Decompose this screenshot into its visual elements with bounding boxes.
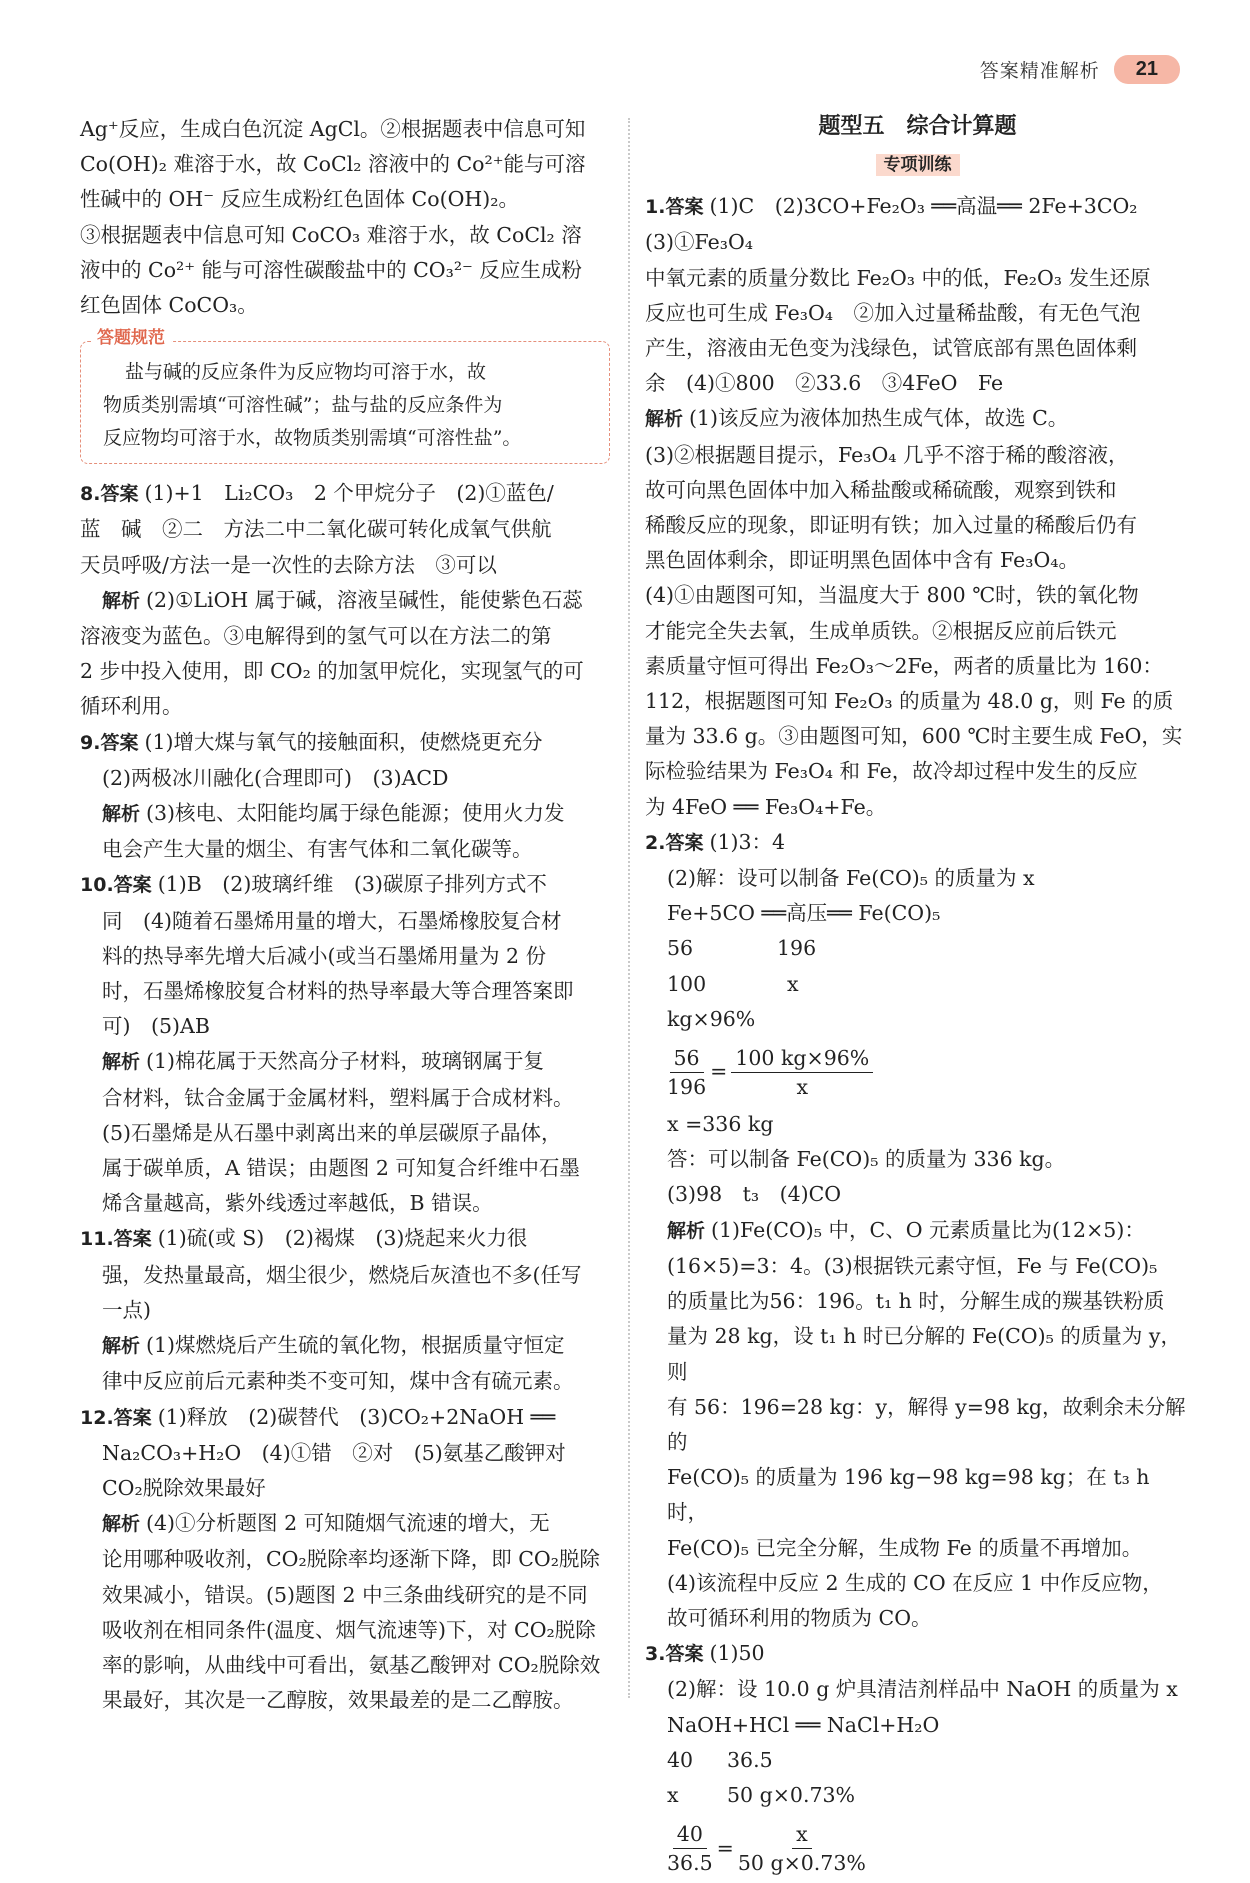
question-3 [645, 1636, 1190, 1883]
fraction-denominator: 36.5 [667, 1850, 713, 1875]
conclusion: 答：可以制备 Fe(CO)₅ 的质量为 336 kg。 [667, 1147, 1066, 1172]
ratio-value: 196 [777, 936, 817, 961]
text-line: (1)释放 (2)碳替代 (3)CO₂+2NaOH ══ [157, 1404, 556, 1429]
question-9 [80, 725, 610, 868]
text-line: 余 (4)①800 ②33.6 ③4FeO Fe [645, 371, 1004, 396]
text-line: 电会产生大量的烟尘、有害气体和二氧化碳等。 [102, 837, 533, 862]
text-line: 产生，溶液由无色变为浅绿色，试管底部有黑色固体剩 [645, 336, 1137, 361]
text-line: (1)C (2)3CO+Fe₂O₃ ══高温══ 2Fe+3CO₂ (3)①Fe₃O₄ [645, 194, 1159, 255]
ratio-row [645, 931, 1190, 966]
text-line: (1)增大煤与氧气的接触面积，使燃烧更充分 [144, 729, 543, 754]
text-line: 物质类别需填“可溶性碱”；盐与盐的反应条件为 [103, 394, 503, 417]
answer-label: 答案 [665, 1643, 704, 1666]
equals-sign: = [716, 1835, 734, 1860]
text-line: (2)两极冰川融化(合理即可) (3)ACD [102, 765, 449, 790]
text-line: (1)+1 Li₂CO₃ 2 个甲烷分子 (2)①蓝色/ [144, 481, 554, 506]
question-number: 11. [80, 1228, 114, 1251]
known-value: 100 kg×96% [667, 971, 756, 1031]
proportion [645, 1037, 1190, 1107]
text-line: 同 (4)随着石墨烯用量的增大，石墨烯橡胶复合材 [102, 908, 562, 933]
text-line: 吸收剂在相同条件(温度、烟气流速等)下，对 CO₂脱除 [102, 1617, 596, 1642]
analysis-label: 解析 [102, 1335, 141, 1358]
question-8 [80, 476, 610, 724]
question-number: 1. [645, 196, 666, 219]
analysis-label: 解析 [102, 589, 141, 612]
answer-norm-title: 答题规范 [91, 328, 171, 348]
text-line: 故可循环利用的物质为 CO。 [667, 1605, 932, 1630]
analysis-label: 解析 [102, 803, 141, 826]
known-value: x [667, 1782, 679, 1807]
text-line: 稀酸反应的现象，即证明有铁；加入过量的稀酸后仍有 [645, 513, 1137, 538]
text-line: (4)该流程中反应 2 生成的 CO 在反应 1 中作反应物， [667, 1570, 1163, 1595]
intro-paragraph [80, 112, 610, 323]
result: x =336 kg [667, 1112, 774, 1137]
fraction [731, 1044, 873, 1101]
text-line: 为 4FeO ══ Fe₃O₄+Fe。 [645, 794, 887, 819]
question-10 [80, 867, 610, 1221]
text-line: (3)②根据题目提示，Fe₃O₄ 几乎不溶于稀的酸溶液， [645, 442, 1129, 467]
ratio-value: 40 [667, 1747, 694, 1772]
fraction-denominator: 196 [667, 1074, 707, 1099]
text-line: 合材料，钛合金属于金属材料，塑料属于合成材料。 [102, 1085, 574, 1110]
text-line: 黑色固体剩余，即证明黑色固体中含有 Fe₃O₄。 [645, 548, 1079, 573]
text-line: 红色固体 CoCO₃。 [80, 293, 258, 318]
fraction [667, 1820, 713, 1877]
text-line: 素质量守恒可得出 Fe₂O₃～2Fe，两者的质量比为 160： [645, 653, 1163, 678]
text-line: 性碱中的 OH⁻ 反应生成粉红色固体 Co(OH)₂。 [80, 187, 519, 212]
text-line: CO₂脱除效果最好 [102, 1475, 266, 1500]
fraction-denominator: x [796, 1074, 809, 1099]
answer-label: 答案 [113, 874, 152, 897]
question-2 [645, 825, 1190, 1636]
fraction [738, 1820, 866, 1877]
text-line: 论用哪种吸收剂，CO₂脱除率均逐渐下降，即 CO₂脱除 [102, 1547, 600, 1572]
equals-sign: = [710, 1059, 728, 1084]
question-11 [80, 1221, 610, 1399]
text-line: 属于碳单质，A 错误；由题图 2 可知复合纤维中石墨 [102, 1156, 580, 1181]
question-12 [80, 1400, 610, 1719]
text-line: 反应物均可溶于水，故物质类别需填“可溶性盐”。 [103, 427, 522, 450]
answer-label: 答案 [100, 731, 139, 754]
equation: NaOH+HCl ══ NaCl+H₂O [667, 1712, 940, 1737]
page-header [980, 55, 1180, 84]
text-line: (1)Fe(CO)₅ 中，C、O 元素质量比为(12×5)： [711, 1217, 1145, 1242]
page-number-badge: 21 [1114, 55, 1180, 84]
text-line: (2)解：设可以制备 Fe(CO)₅ 的质量为 x [667, 866, 1035, 891]
text-line: 112，根据题图可知 Fe₂O₃ 的质量为 48.0 g，则 Fe 的质 [645, 689, 1174, 714]
text-line: 量为 28 kg，设 t₁ h 时已分解的 Fe(CO)₅ 的质量为 y，则 [667, 1324, 1181, 1384]
known-row [645, 967, 1190, 1037]
text-line: 循环利用。 [80, 694, 183, 719]
answer-label: 答案 [100, 483, 139, 506]
text-line: (3)核电、太阳能均属于绿色能源；使用火力发 [146, 801, 565, 826]
text-line: 可) (5)AB [102, 1014, 210, 1039]
text-line: 的质量比为56：196。t₁ h 时，分解生成的羰基铁粉质 [667, 1289, 1165, 1314]
text-line: 际检验结果为 Fe₃O₄ 和 Fe，故冷却过程中发生的反应 [645, 759, 1138, 784]
text-line: (1)3：4 [709, 829, 786, 854]
text-line: (1)硫(或 S) (2)褐煤 (3)烧起来火力很 [157, 1226, 528, 1251]
question-number: 10. [80, 874, 114, 897]
text-line: Fe(CO)₅ 的质量为 196 kg−98 kg=98 kg；在 t₃ h 时， [667, 1465, 1150, 1525]
text-line: 律中反应前后元素种类不变可知，煤中含有硫元素。 [102, 1369, 574, 1394]
text-line: 蓝 碱 ②二 方法二中二氧化碳可转化成氧气供航 [80, 517, 552, 542]
analysis-label: 解析 [645, 408, 684, 431]
text-line: Na₂CO₃+H₂O (4)①错 ②对 (5)氨基乙酸钾对 [102, 1440, 566, 1465]
proportion [645, 1813, 1190, 1883]
text-line: 量为 33.6 g。③由题图可知，600 ℃时主要生成 FeO，实 [645, 724, 1183, 749]
text-line: 液中的 Co²⁺ 能与可溶性碳酸盐中的 CO₃²⁻ 反应生成粉 [80, 257, 582, 282]
answer-label: 答案 [665, 196, 704, 219]
right-column [645, 112, 1190, 1883]
text-line: (1)50 [709, 1641, 765, 1666]
text-line: 盐与碱的反应条件为反应物均可溶于水，故 [125, 361, 487, 384]
text-line: Fe(CO)₅ 已完全分解，生成物 Fe 的质量不再增加。 [667, 1535, 1143, 1560]
answer-label: 答案 [113, 1228, 152, 1251]
known-value: x [787, 971, 799, 996]
text-line: 有 56：196=28 kg：y，解得 y=98 kg，故剩余未分解的 [667, 1394, 1186, 1454]
text-line: (4)①分析题图 2 可知随烟气流速的增大，无 [146, 1511, 550, 1536]
text-line: 中氧元素的质量分数比 Fe₂O₃ 中的低，Fe₂O₃ 发生还原 [645, 265, 1151, 290]
text-line: 效果减小，错误。(5)题图 2 中三条曲线研究的是不同 [102, 1582, 588, 1607]
ratio-row [645, 1743, 1190, 1778]
text-line: (4)①由题图可知，当温度大于 800 ℃时，铁的氧化物 [645, 583, 1139, 608]
text-line: 反应也可生成 Fe₃O₄ ②加入过量稀盐酸，有无色气泡 [645, 300, 1141, 325]
text-line: 烯含量越高，紫外线透过率越低，B 错误。 [102, 1191, 493, 1216]
text-line: 时，石墨烯橡胶复合材料的热导率最大等合理答案即 [102, 979, 574, 1004]
text-line: (2)①LiOH 属于碱，溶液呈碱性，能使紫色石蕊 [146, 587, 583, 612]
fraction [667, 1044, 706, 1101]
text-line: 料的热导率先增大后减小(或当石墨烯用量为 2 份 [102, 943, 547, 968]
text-line: 天员呼吸/方法一是一次性的去除方法 ③可以 [80, 552, 497, 577]
column-divider [628, 118, 630, 1698]
text-line: (1)棉花属于天然高分子材料，玻璃钢属于复 [146, 1049, 545, 1074]
equation: Fe+5CO ══高压══ Fe(CO)₅ [667, 901, 941, 926]
section-title: 题型五 综合计算题 [818, 114, 1017, 139]
section-subtitle-label: 专项训练 [876, 154, 960, 176]
answer-label: 答案 [113, 1406, 152, 1429]
fraction-numerator: x [792, 1820, 812, 1849]
fraction-numerator: 56 [670, 1044, 704, 1073]
text-line: 率的影响，从曲线中可看出，氨基乙酸钾对 CO₂脱除效 [102, 1652, 601, 1677]
text-line: 强，发热量最高，烟尘很少，燃烧后灰渣也不多(任写 [102, 1262, 582, 1287]
question-1 [645, 189, 1190, 825]
answer-norm-box [80, 328, 610, 464]
text-line: (3)98 t₃ (4)CO [667, 1182, 842, 1207]
question-number: 3. [645, 1643, 666, 1666]
text-line: Co(OH)₂ 难溶于水，故 CoCl₂ 溶液中的 Co²⁺能与可溶 [80, 152, 586, 177]
text-line: 果最好，其次是一乙醇胺，效果最差的是二乙醇胺。 [102, 1688, 574, 1713]
text-line: (1)该反应为液体加热生成气体，故选 C。 [689, 406, 1069, 431]
question-number: 9. [80, 731, 101, 754]
question-number: 12. [80, 1406, 114, 1429]
text-line: Ag⁺反应，生成白色沉淀 AgCl。②根据题表中信息可知 [80, 117, 586, 141]
text-line: 2 步中投入使用，即 CO₂ 的加氢甲烷化，实现氢气的可 [80, 659, 584, 684]
text-line: 溶液变为蓝色。③电解得到的氢气可以在方法二的第 [80, 624, 552, 649]
answer-label: 答案 [665, 831, 704, 854]
text-line: (1)B (2)玻璃纤维 (3)碳原子排列方式不 [157, 872, 547, 897]
analysis-label: 解析 [102, 1051, 141, 1074]
text-line: (1)煤燃烧后产生硫的氧化物，根据质量守恒定 [146, 1333, 565, 1358]
section-subtitle [645, 146, 1190, 181]
header-title: 答案精准解析 [979, 60, 1100, 82]
known-value: 50 g×0.73% [727, 1782, 856, 1807]
text-line: (2)解：设 10.0 g 炉具清洁剂样品中 NaOH 的质量为 x [667, 1677, 1178, 1702]
text-line: 故可向黑色固体中加入稀盐酸或稀硫酸，观察到铁和 [645, 477, 1117, 502]
text-line: (16×5)=3：4。(3)根据铁元素守恒，Fe 与 Fe(CO)₅ [667, 1253, 1158, 1278]
ratio-value: 56 [667, 936, 694, 961]
known-row [645, 1778, 1190, 1813]
ratio-value: 36.5 [727, 1747, 773, 1772]
question-number: 2. [645, 831, 666, 854]
text-line: (5)石墨烯是从石墨中剥离出来的单层碳原子晶体， [102, 1120, 562, 1145]
text-line: ③根据题表中信息可知 CoCO₃ 难溶于水，故 CoCl₂ 溶 [80, 222, 582, 247]
text-line: 一点) [102, 1297, 151, 1322]
question-number: 8. [80, 483, 101, 506]
fraction-denominator: 50 g×0.73% [737, 1850, 866, 1875]
analysis-label: 解析 [667, 1219, 706, 1242]
fraction-numerator: 100 kg×96% [731, 1044, 873, 1073]
text-line: 才能完全失去氧，生成单质铁。②根据反应前后铁元 [645, 618, 1117, 643]
left-column [80, 112, 610, 1718]
fraction-numerator: 40 [673, 1820, 707, 1849]
analysis-label: 解析 [102, 1513, 141, 1536]
